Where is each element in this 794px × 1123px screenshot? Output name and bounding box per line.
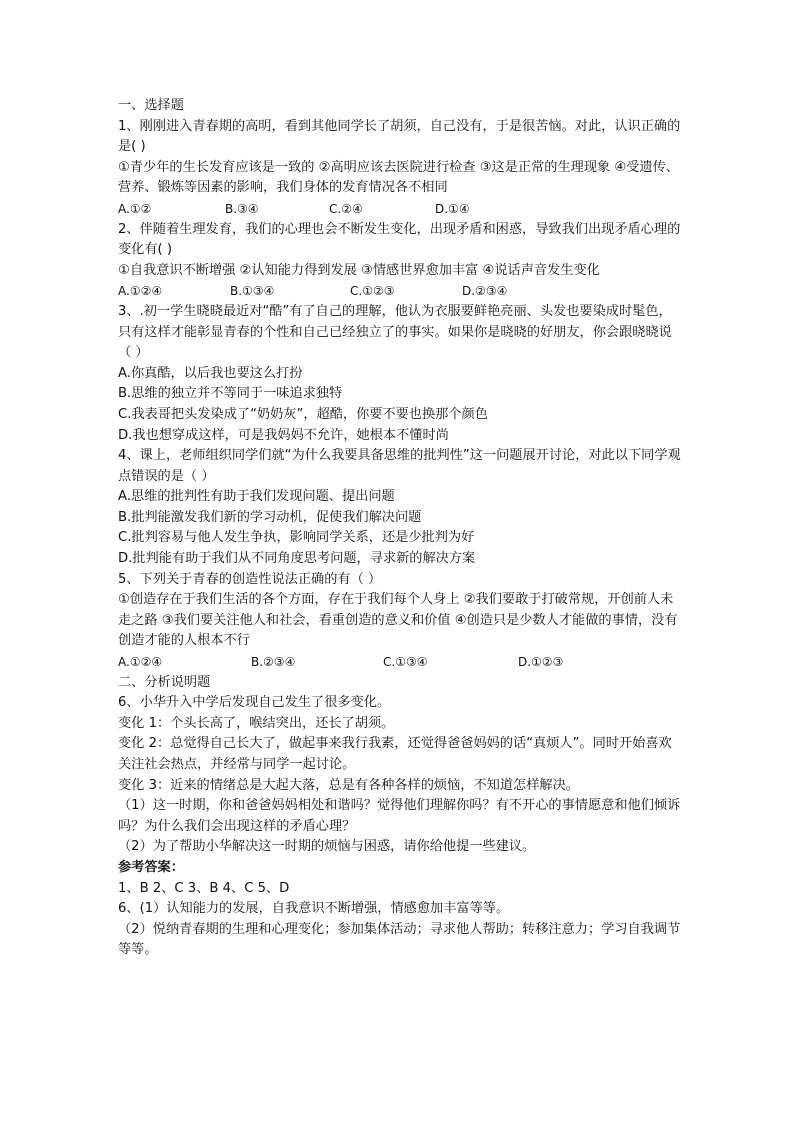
q4-option-b: B.批判能激发我们新的学习动机，促使我们解决问题	[118, 509, 422, 525]
answer-6-part-2: （2）悦纳青春期的生理和心理变化；参加集体活动；寻求他人帮助；转移注意力；学习自我调节等等。	[118, 921, 681, 958]
q5-option-a: A.①②④	[118, 655, 163, 670]
q5-option-d: D.①②③	[518, 655, 564, 670]
question-5-statements: ①创造存在于我们生活的各个方面，存在于我们每个人身上 ②我们要敢于打破常规，开创前人未走之路 ③我们要关注他人和社会，看重创造的意义和价值 ④创造只是少数人才能做的事情，没有创造才能的人根本不行	[118, 592, 678, 649]
q5-option-b: B.②③④	[251, 655, 296, 670]
answer-6-part-1: 6、(1）认知能力的发展，自我意识不断增强，情感愈加丰富等等。	[118, 901, 510, 917]
question-6-sub-1: （1）这一时期，你和爸爸妈妈相处和谐吗？觉得他们理解你吗？有不开心的事情愿意和他们倾诉吗？为什么我们会出现这样的矛盾心理？	[118, 798, 681, 834]
q3-option-c: C.我表哥把头发染成了“奶奶灰”，超酷，你要不要也换那个颜色	[118, 406, 488, 422]
q1-option-c: C.②④	[329, 201, 363, 216]
question-5-options	[118, 652, 684, 673]
question-6-change-3: 变化 3：近来的情绪总是大起大落，总是有各种各样的烦恼，不知道怎样解决。	[118, 777, 579, 793]
section-title-analysis: 二、分析说明题	[118, 674, 211, 690]
answers-title: 参考答案：	[118, 859, 184, 875]
q5-option-c: C.①③④	[383, 655, 428, 670]
q1-option-a: A.①②	[118, 201, 152, 216]
question-5-stem: 5、下列关于青春的创造性说法正确的有（ ）	[118, 571, 382, 587]
q3-option-d: D.我也想穿成这样，可是我妈妈不允许，她根本不懂时尚	[118, 427, 449, 443]
question-4-stem: 4、课上，老师组织同学们就“为什么我要具备思维的批判性”这一问题展开讨论，对此以下同学观点错误的是（ ）	[118, 448, 681, 484]
question-2-stem: 2、伴随着生理发育，我们的心理也会不断发生变化，出现矛盾和困惑，导致我们出现矛盾心理的变化有( )	[118, 221, 681, 258]
section-title-choice: 一、选择题	[118, 98, 184, 113]
question-6-change-1: 变化 1：个头长高了，喉结突出，还长了胡须。	[118, 715, 395, 731]
q3-option-a: A.你真酷，以后我也要这么打扮	[118, 365, 303, 381]
question-6-stem: 6、小华升入中学后发现自己发生了很多变化。	[118, 695, 391, 711]
q1-option-b: B.③④	[225, 201, 259, 216]
q4-option-a: A.思维的批判性有助于我们发现问题、提出问题	[118, 489, 395, 505]
q1-option-d: D.①④	[435, 201, 470, 216]
question-3-stem: 3、.初一学生晓晓最近对“酷”有了自己的理解，他认为衣服要鲜艳亮丽、头发也要染成时髦色，只有这样才能彰显青春的个性和自己已经独立了的事实。如果你是晓晓的好朋友，你会跟晓晓说（ ）	[118, 303, 672, 361]
question-1-statements: ①青少年的生长发育应该是一致的 ②高明应该去医院进行检查 ③这是正常的生理现象 ④受遗传、营养、锻炼等因素的影响，我们身体的发育情况各不相同	[118, 159, 679, 196]
question-6-sub-2: （2）为了帮助小华解决这一时期的烦恼与困惑，请你给他提一些建议。	[118, 839, 536, 855]
q4-option-c: C.批判容易与他人发生争执，影响同学关系，还是少批判为好	[118, 530, 475, 546]
q2-option-c: C.①②③	[350, 284, 395, 299]
question-1-stem: 1、刚刚进入青春期的高明，看到其他同学长了胡须，自己没有，于是很苦恼。对此，认识正确的是( )	[118, 118, 681, 155]
q2-option-a: A.①②④	[118, 284, 163, 299]
document-body	[118, 96, 684, 961]
question-2-statements: ①自我意识不断增强 ②认知能力得到发展 ③情感世界愈加丰富 ④说话声音发生变化	[118, 262, 600, 278]
answers-choice: 1、B 2、C 3、B 4、C 5、D	[118, 880, 290, 896]
q3-option-b: B.思维的独立并不等同于一味追求独特	[118, 386, 343, 402]
q4-option-d: D.批判能有助于我们从不同角度思考问题，寻求新的解决方案	[118, 551, 476, 567]
question-2-options	[118, 281, 684, 302]
q2-option-d: D.②③④	[462, 284, 508, 299]
question-6-change-2: 变化 2：总觉得自己长大了，做起事来我行我素，还觉得爸爸妈妈的话“真烦人”。同时开始喜欢关注社会热点，并经常与同学一起讨论。	[118, 736, 672, 772]
question-1-options	[118, 199, 684, 220]
q2-option-b: B.①③④	[230, 284, 275, 299]
